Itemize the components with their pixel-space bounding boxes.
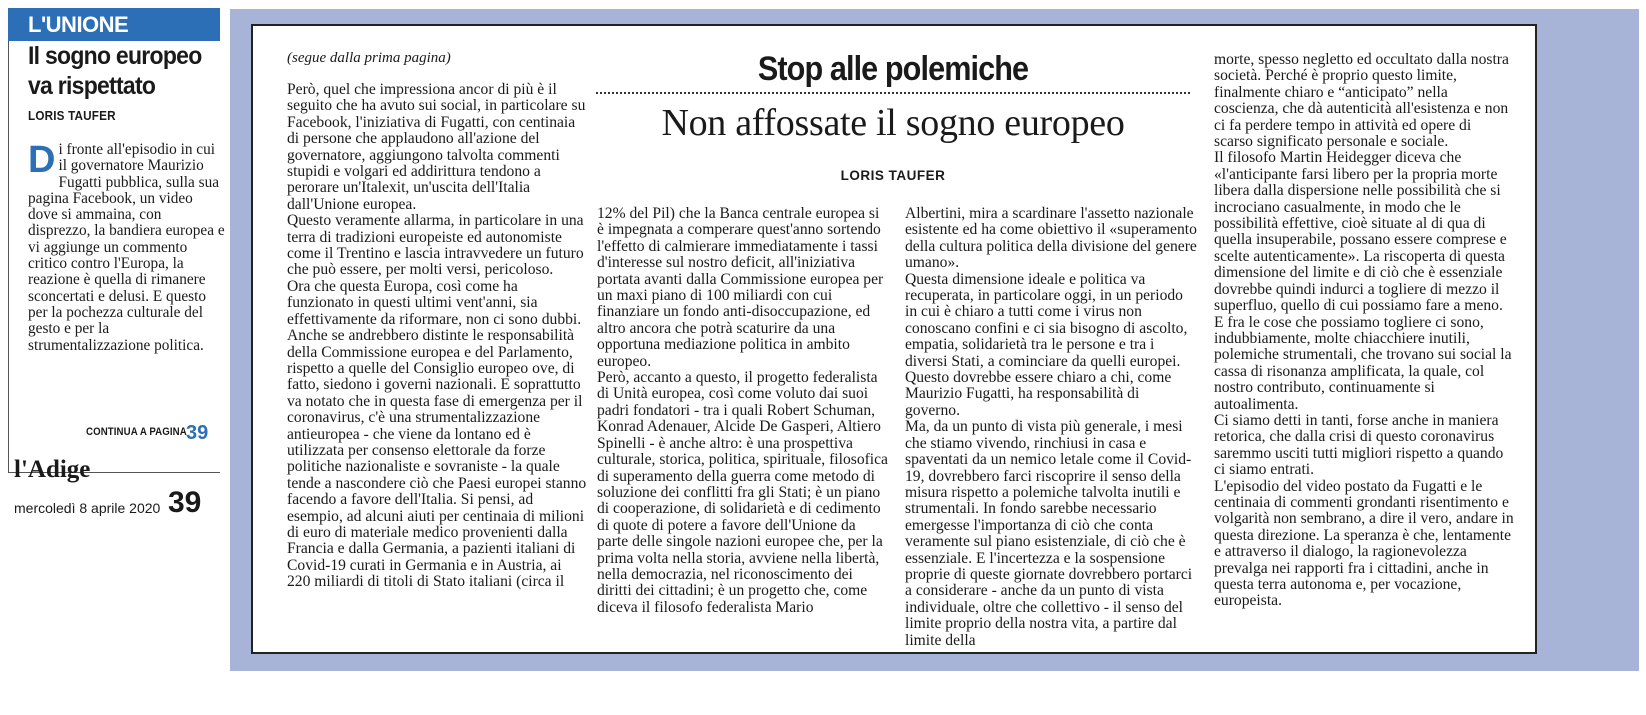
article-column-1 [287,82,587,591]
paragraph: L'episodio del video postato da Fugatti e le centinaia di commenti grondanti risentimento e volgarità non sembrano, a dire il vero, andare in questa direzione. La speranza è che, lentamente e attraverso il dialogo, la ragionevolezza prevalga nei rapporti fra i cittadini, anche in questa terra autonoma e, per vocazione, europeista. [1214,477,1514,610]
paragraph: Ora che questa Europa, così come ha funzionato in questi ultimi vent'anni, sia effettivamente da riformare, non ci sono dubbi. Anche se andrebbero distinte le responsabilità della Commissione europea e del Parlamento, rispetto a quelle del Consiglio europeo ove, di fatto, siedono i governi nazionali. E soprattutto va notato che in questa fase di emergenza per il coronavirus, c'è una strumentalizzazione antieuropea - che viene da lontano ed è utilizzata per consenso elettorale da forze politiche nazionaliste e sovraniste - la quale tende a nascondere ciò che Paesi europei stanno facendo a favore dell'Italia. Si pensi, ad esempio, ad alcuni aiuti per centinaia di milioni di euro di materiale medico provenienti dalla Francia e dalla Germania, a pazienti italiani di Covid-19 curati in Germania e in Austria, ai 220 miliardi di titoli di Stato italiani (circa il [287,277,587,591]
paragraph: Però, quel che impressiona ancor di più è il seguito che ha avuto sui social, in particolare su Facebook, l'iniziativa di Fugatti, con centinaia di persone che applaudono all'azione del governatore, aggiungono talvolta commenti stupidi e volgari ed addirittura tendono a perorare un'Italexit, un'uscita dell'Italia dall'Unione europea. [287,81,586,213]
teaser-body [28,139,226,354]
teaser-title: Il sogno europeo va rispettato [28,42,202,100]
paragraph: morte, spesso negletto ed occultato dalla nostra società. Perché è proprio questo limite, finalmente chiaro e “anticipato” nella coscienza, che dà autenticità all'esistenza e non ci fa perdere tempo in attività ed opere di scarso significato personale e sociale. [1214,51,1509,151]
paragraph: Ci siamo detti in tanti, forse anche in maniera retorica, che dalla crisi di questo coronavirus saremmo usciti tutti migliori rispetto a quando ci siamo entrati. [1214,411,1504,479]
teaser-author: LORIS TAUFER [28,108,116,123]
heading-divider [596,92,1190,94]
paragraph: Però, accanto a questo, il progetto federalista di Unità europea, così come voluto dai suoi padri fondatori - tra i quali Robert Schuman, Konrad Adenauer, Alcide De Gasperi, Altiero Spinelli - è anche altro: è una prospettiva culturale, storica, politica, spirituale, filosofica di superamento della guerra come metodo di soluzione dei conflitti fra gli Stati; è un piano di cooperazione, di solidarietà e di cedimento di quote di potere a favore dell'Unione da parte delle singole nazioni europee che, per la prima volta nella storia, avviene nella libertà, nella democrazia, nel riconoscimento dei diritti dei cittadini; è un progetto che, come diceva il filosofo federalista Mario [597,369,888,616]
article-column-3 [905,206,1198,649]
continued-note: (segue dalla prima pagina) [287,50,451,66]
page-number: 39 [168,486,202,519]
article-heading: Stop alle polemiche [757,50,1029,88]
paragraph: Ma, da un punto di vista più generale, i mesi che stiamo vivendo, rinchiusi in casa e spaventati da un nemico letale come il Covid-19, dovrebbero farci riscoprire il senso della misura rispetto a polemiche talvolta inutili e strumentali. In fondo sarebbe necessario emergesse l'importanza di ciò che conta veramente sul piano esistenziale, di ciò che è essenziale. E l'incertezza e la sospensione proprie di queste giornate dovrebbero portarci a considerare - anche da un punto di vista individuale, oltre che collettivo - il senso del limite proprio della nostra vita, a partire dal limite della [905,418,1193,649]
teaser-text: i fronte all'episodio in cui il governatore Maurizio Fugatti pubblica, sulla sua pagina Facebook, un video dove si ammaina, con disprezzo, la bandiera europea e vi aggiunge un commento critico contro l'Europa, la reazione è quella di rimanere sconcertati e delusi. E questo per la pochezza culturale del gesto e per la strumentalizzazione politica. [28,141,225,354]
article-subheading: Non affossate il sogno europeo [661,102,1125,144]
paragraph: Albertini, mira a scardinare l'assetto nazionale esistente ed ha come obiettivo il «superamento della cultura politica della divisione del genere umano». [905,205,1197,272]
paragraph: 12% del Pil) che la Banca centrale europea si è impegnata a comperare quest'anno sortendo l'effetto di calmierare immediatamente i tassi d'interesse sul nostro deficit, all'iniziativa portata avanti dalla Commissione europea per un maxi piano di 100 miliardi con cui finanziare un fondo anti-disoccupazione, ed altro ancora che potrà scaturire da una opportuna mediazione politica in ambito europeo. [597,205,884,370]
paragraph: Questo veramente allarma, in particolare in una terra di tradizioni europeiste ed autonomiste come il Trentino e lascia intravvedere un futuro che può essere, per molti versi, pericoloso. [287,212,584,279]
drop-cap: D [28,139,56,181]
article-byline: LORIS TAUFER [840,168,946,183]
paragraph: Questa dimensione ideale e politica va recuperata, in particolare oggi, in un periodo in cui è chiaro a tutti come i virus non conoscano confini e ci sia bisogno di ascolto, empatia, solidarietà tra le persone e tra i diversi Stati, a cominciare da quelli europei. Questo dovrebbe essere chiaro a chi, come Maurizio Fugatti, ha responsabilità di governo. [905,270,1188,419]
edition-date: mercoledì 8 aprile 2020 [14,500,161,516]
continued-page-number: 39 [186,422,209,444]
paragraph: Il filosofo Martin Heidegger diceva che «l'anticipante farsi libero per la propria morte libera dalla dispersione nelle possibilità che si incrociano casualmente, in modo che le possibilità effettive, cioè situate al di qua di quella insuperabile, possano essere comprese e scelte autenticamente». La riscoperta di questa dimensione del limite e di ciò che è essenziale dovrebbe quindi indurci a togliere di mezzo il superfluo, quello di cui possiamo fare a meno. E fra le cose che possiamo togliere ci sono, indubbiamente, molte chiacchiere inutili, polemiche strumentali, che trovano sui social la cassa di risonanza amplificata, la quale, col nostro contributo, continuamente si autoalimenta. [1214,149,1512,413]
article-column-4 [1214,52,1514,610]
article-column-2 [597,206,889,616]
section-masthead: L'UNIONE [8,8,220,41]
continued-label: CONTINUA A PAGINA [86,426,187,438]
newspaper-logo: l'Adige [14,456,91,483]
front-page-teaser [8,8,225,708]
